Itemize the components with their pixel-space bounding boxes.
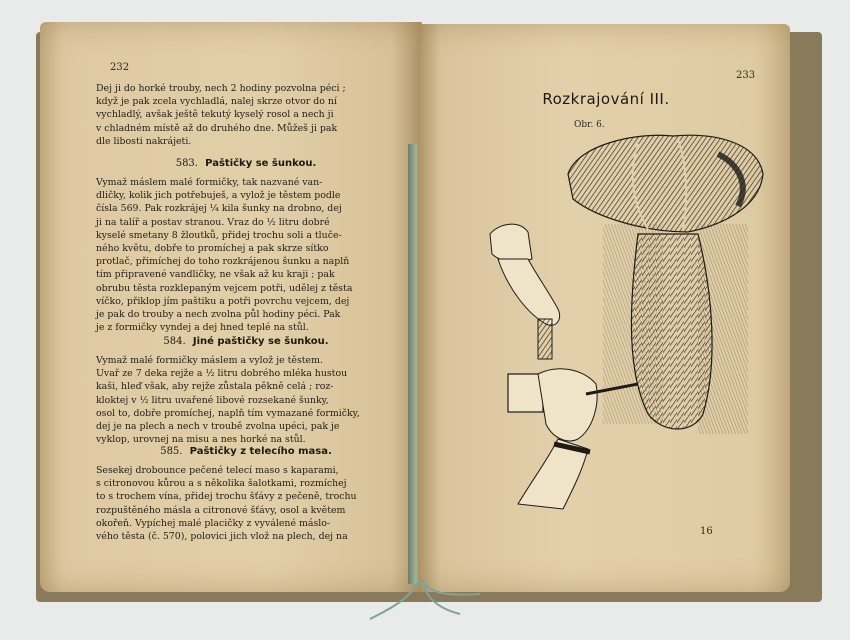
carving-fork-handle xyxy=(538,319,552,359)
recipe-heading-583 xyxy=(96,158,396,169)
recipe-title: Paštičky se šunkou. xyxy=(205,158,317,169)
binding-thread xyxy=(330,574,510,624)
right-page xyxy=(418,24,790,592)
recipe-number: 583. xyxy=(175,158,198,169)
top-cap xyxy=(568,135,763,232)
handle-block xyxy=(508,374,543,412)
left-page-number: 232 xyxy=(110,62,130,73)
figure-label: Obr. 6. xyxy=(574,120,605,130)
recipe-heading-585 xyxy=(96,446,396,457)
upper-hand xyxy=(498,259,560,325)
signature-mark: 16 xyxy=(700,526,713,537)
recipe-title: Jiné paštičky se šunkou. xyxy=(192,336,329,347)
intro-paragraph: Dej ji do horké trouby, nech 2 hodiny pozvolna péci ; když je pak zcela vychladlá, nalej skrze otvor do ní vychladlý, avšak ještě tekutý kyselý rosol a nech ji v chladném místě až do druhého dne. Můžeš ji pak dle libosti nakrájeti. xyxy=(96,83,346,147)
recipe-number: 584. xyxy=(163,336,186,347)
right-page-number: 233 xyxy=(736,70,756,81)
left-page xyxy=(40,22,422,592)
recipe-heading-584 xyxy=(96,336,396,347)
main-body xyxy=(631,234,712,429)
open-book xyxy=(30,14,820,600)
recipe-text-583: Vymaž máslem malé formičky, tak nazvané van- dličky, kolik jich potřebuješ, a vylož je těstem podle čísla 569. Pak rozkrájej ¼ kila šunky na drobno, dej ji na talíř a postav stranou. Vraz do ½ litru dobré kyselé smetany 8 žloutků, přidej trochu soli a tluče- ného květu, dobře to promíchej a pak skrze sítko protlač, přimíchej do toho rozkrájenou šunku a naplň tím připravené vandličky, ne však až ku kraji ; pak obrubu těsta rozklepaným vejcem potři, udělej z těsta víčko, přiklop jím paštiku a potři povrchu vejcem, dej je pak do trouby a nech zvolna půl hodiny péci. Pak je z formičky vyndej a dej hned teplé na stůl. xyxy=(96,177,353,334)
recipe-number: 585. xyxy=(160,446,183,457)
recipe-title: Paštičky z telecího masa. xyxy=(189,446,332,457)
upper-cuff xyxy=(490,224,532,262)
lower-hand xyxy=(538,369,597,441)
recipe-text-584: Vymaž malé formičky máslem a vylož je těstem. Uvař ze 7 deka rejže a ½ litru dobrého mléka hustou kaši, hleď však, aby rejže zůstala pěkně celá ; roz- kloktej v ½ litru uvařené libové rozsekané šunky, osol to, dobře promíchej, naplň tím vymazané formičky, dej je na plech a nech v troubě zvolna upéci, pak je vyklop, urovnej na misu a nes horké na stůl. xyxy=(96,355,360,446)
page-title: Rozkrajování III. xyxy=(542,90,670,108)
carving-illustration xyxy=(488,114,788,514)
recipe-text-585: Sesekej drobounce pečené telecí maso s kaparami, s citronovou kůrou a s několika šalotkami, rozmíchej to s trochem vína, přidej trochu šťávy z pečeně, trochu rozpuštěného másla a citronové šťávy, osol a květem okořeň. Vypíchej malé placičky z vyválené máslo- vého těsta (č. 570), polovici jich vlož na plech, dej na xyxy=(96,465,357,543)
